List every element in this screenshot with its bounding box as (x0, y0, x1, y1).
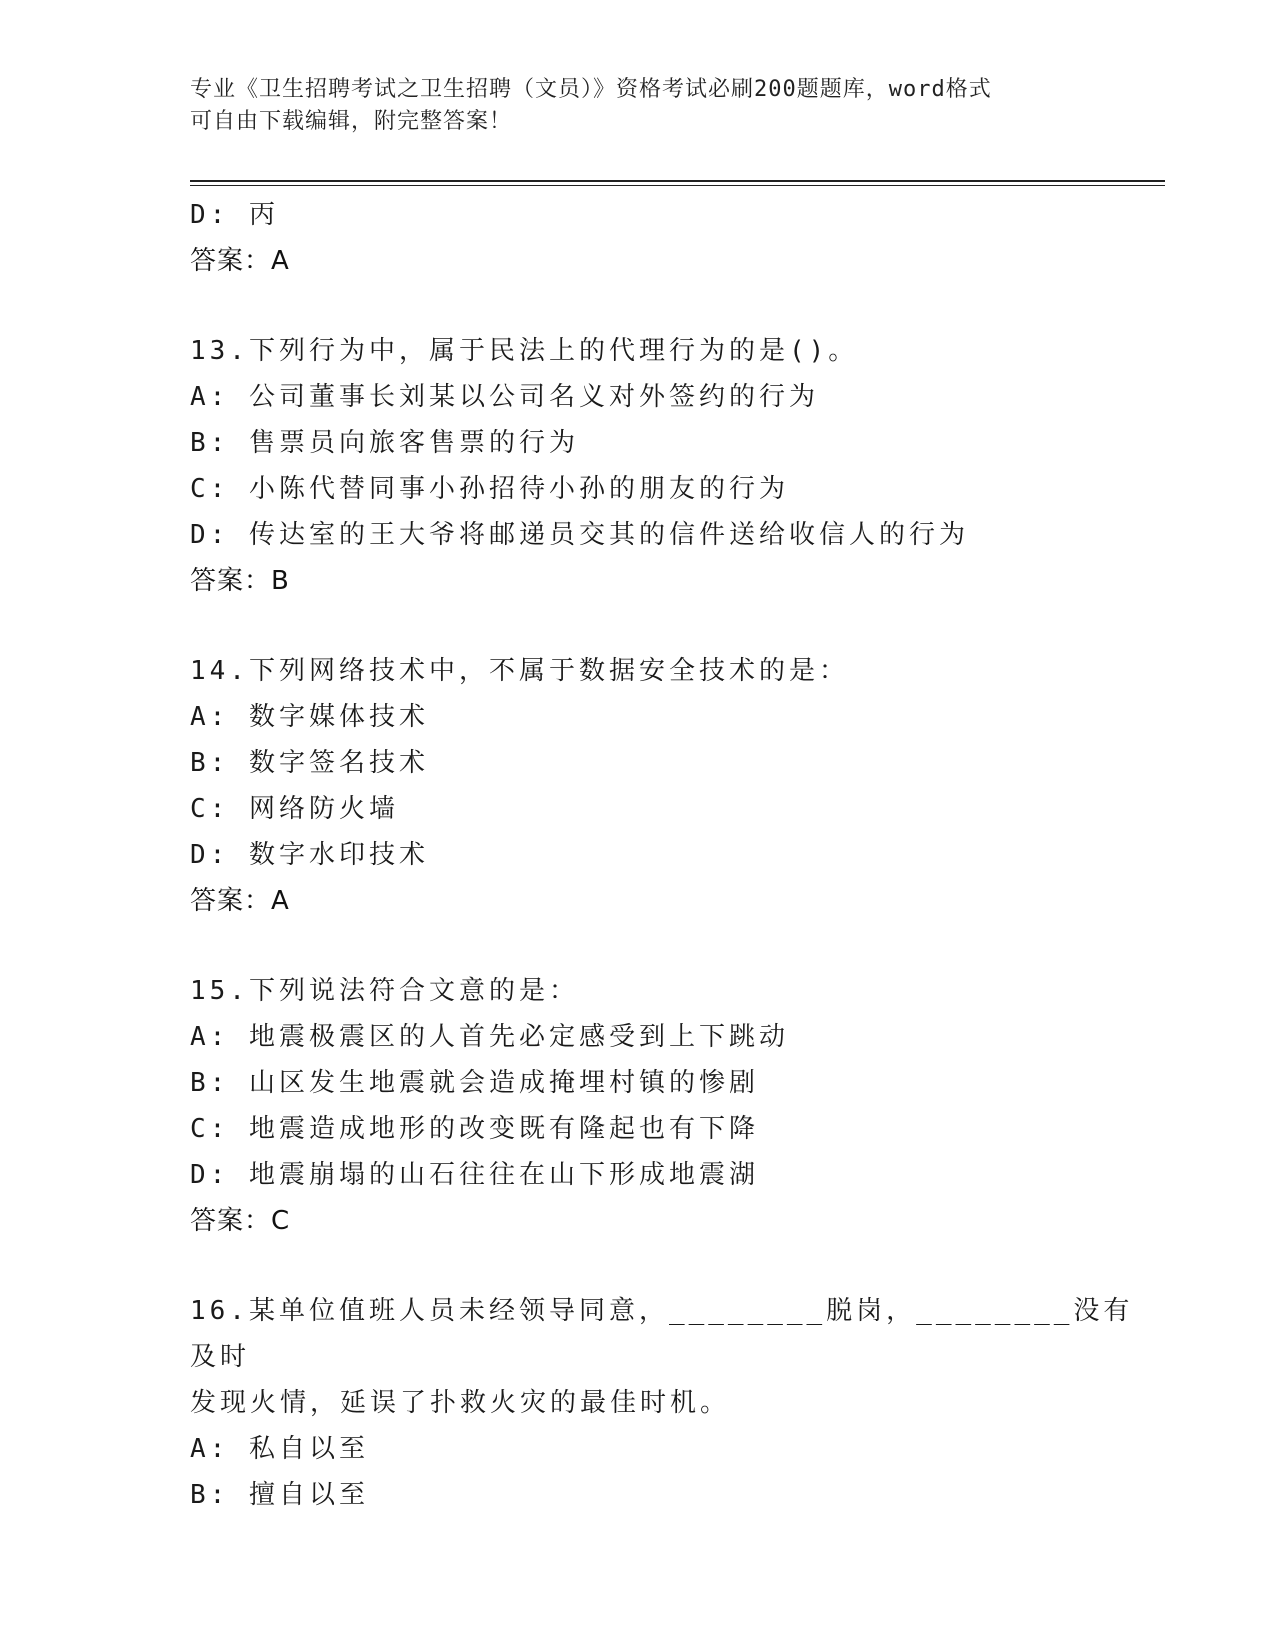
header-line-2: 可自由下载编辑，附完整答案！ (190, 109, 513, 134)
option-c: C: 小陈代替同事小孙招待小孙的朋友的行为 (190, 474, 789, 504)
option-d: D: 数字水印技术 (190, 840, 429, 870)
option-d: D: 传达室的王大爷将邮递员交其的信件送给收信人的行为 (190, 520, 969, 550)
option-a: A: 地震极震区的人首先必定感受到上下跳动 (190, 1022, 789, 1052)
option-d: D: 地震崩塌的山石往往在山下形成地震湖 (190, 1160, 759, 1190)
question-stem: 14.下列网络技术中，不属于数据安全技术的是： (190, 656, 849, 686)
option-c: C: 网络防火墙 (190, 794, 399, 824)
option-b: B: 山区发生地震就会造成掩埋村镇的惨剧 (190, 1068, 759, 1098)
option-d: D: 丙 (190, 200, 279, 230)
question-stem: 15.下列说法符合文意的是： (190, 976, 579, 1006)
option-c: C: 地震造成地形的改变既有隆起也有下降 (190, 1114, 759, 1144)
question-14 (190, 648, 1150, 924)
page-header (190, 74, 1090, 138)
question-15 (190, 968, 1150, 1244)
question-stem-line-1: 16.某单位值班人员未经领导同意，________脱岗，________没有及时 (190, 1296, 1134, 1372)
option-a: A: 私自以至 (190, 1434, 369, 1464)
answer-line: 答案：B (190, 566, 290, 596)
header-line-1: 专业《卫生招聘考试之卫生招聘（文员）》资格考试必刷200题题库，word格式 (190, 77, 992, 102)
question-12-tail (190, 192, 1150, 284)
header-divider-thick (190, 180, 1165, 182)
option-b: B: 擅自以至 (190, 1480, 369, 1510)
question-16 (190, 1288, 1150, 1518)
question-13 (190, 328, 1150, 604)
option-a: A: 数字媒体技术 (190, 702, 429, 732)
option-a: A: 公司董事长刘某以公司名义对外签约的行为 (190, 382, 819, 412)
answer-line: 答案：A (190, 886, 290, 916)
document-body (190, 192, 1150, 1518)
header-divider-thin (190, 185, 1165, 186)
question-stem: 13.下列行为中，属于民法上的代理行为的是()。 (190, 336, 859, 366)
option-b: B: 数字签名技术 (190, 748, 429, 778)
answer-line: 答案：C (190, 1206, 291, 1236)
question-stem-line-2: 发现火情，延误了扑救火灾的最佳时机。 (190, 1388, 731, 1418)
answer-line: 答案：A (190, 246, 290, 276)
option-b: B: 售票员向旅客售票的行为 (190, 428, 579, 458)
